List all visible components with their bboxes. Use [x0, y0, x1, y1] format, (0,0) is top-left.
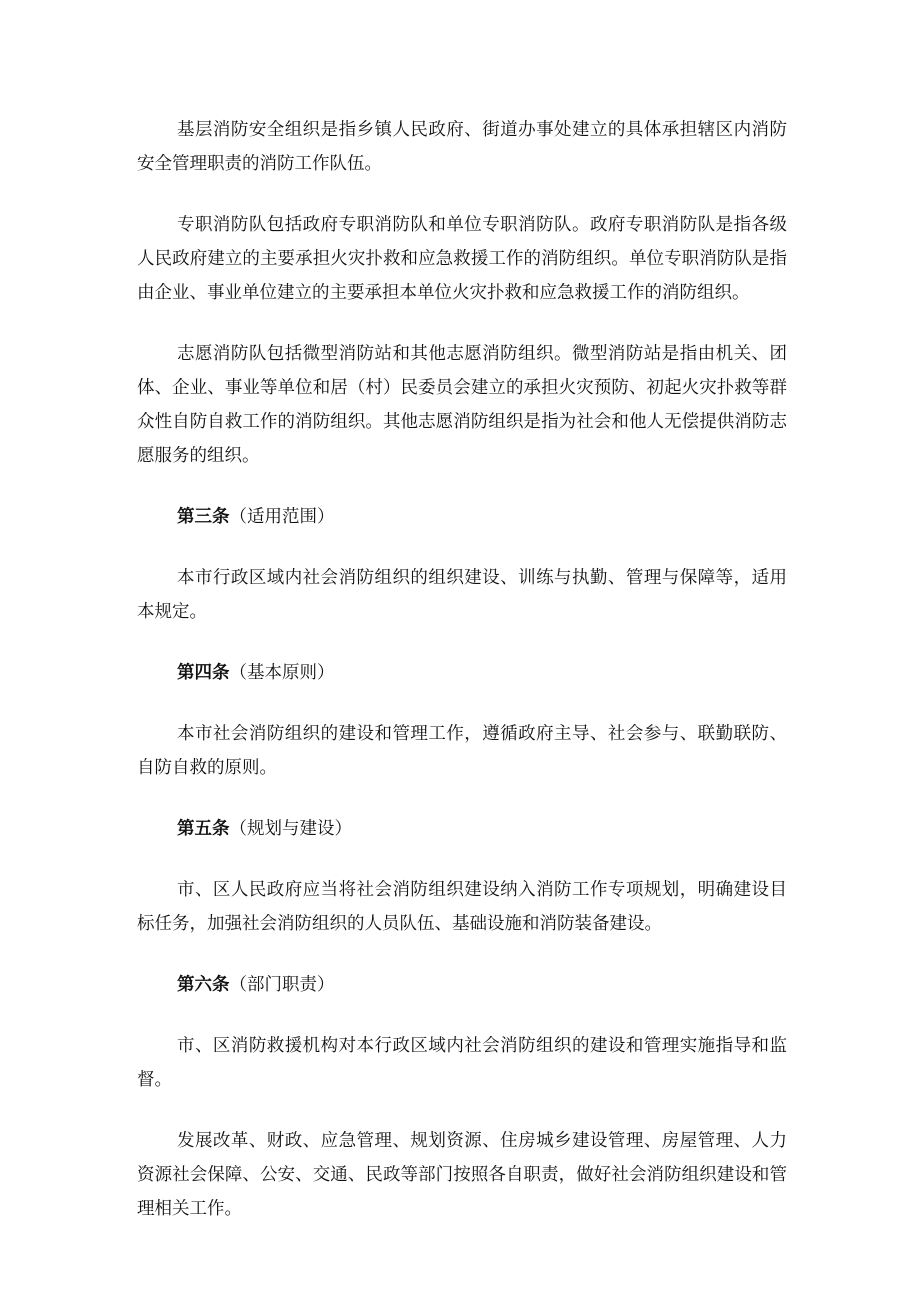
article-4-heading — [137, 656, 787, 690]
paragraph-grassroots-fire-safety: 基层消防安全组织是指乡镇人民政府、街道办事处建立的具体承担辖区内消防安全管理职责的消防工作队伍。 — [137, 120, 787, 174]
article-5-body: 市、区人民政府应当将社会消防组织建设纳入消防工作专项规划，明确建设目标任务，加强社会消防组织的人员队伍、基础设施和消防装备建设。 — [137, 880, 787, 934]
article-5-heading — [137, 812, 787, 846]
article-number: 第三条 — [177, 507, 230, 527]
article-number: 第六条 — [177, 975, 230, 995]
article-6-heading — [137, 968, 787, 1002]
article-title: （规划与建设） — [229, 819, 352, 839]
article-4-body: 本市社会消防组织的建设和管理工作，遵循政府主导、社会参与、联勤联防、自防自救的原则。 — [137, 724, 787, 778]
article-title: （适用范围） — [229, 507, 335, 527]
article-6-body-2: 发展改革、财政、应急管理、规划资源、住房城乡建设管理、房屋管理、人力资源社会保障、公安、交通、民政等部门按照各自职责，做好社会消防组织建设和管理相关工作。 — [137, 1131, 787, 1219]
article-number: 第四条 — [177, 663, 230, 683]
document-page — [137, 113, 787, 1253]
article-6-body-1: 市、区消防救援机构对本行政区域内社会消防组织的建设和管理实施指导和监督。 — [137, 1036, 787, 1090]
article-3-body: 本市行政区域内社会消防组织的组织建设、训练与执勤、管理与保障等，适用本规定。 — [137, 568, 787, 622]
article-title: （部门职责） — [229, 975, 335, 995]
paragraph-volunteer-fire-brigade: 志愿消防队包括微型消防站和其他志愿消防组织。微型消防站是指由机关、团体、企业、事业等单位和居（村）民委员会建立的承担火灾预防、初起火灾扑救等群众性自防自救工作的消防组织。其他志愿消防组织是指为社会和他人无偿提供消防志愿服务的组织。 — [137, 344, 787, 466]
article-3-heading — [137, 500, 787, 534]
article-title: （基本原则） — [229, 663, 335, 683]
article-number: 第五条 — [177, 819, 230, 839]
paragraph-full-time-fire-brigade: 专职消防队包括政府专职消防队和单位专职消防队。政府专职消防队是指各级人民政府建立的主要承担火灾扑救和应急救援工作的消防组织。单位专职消防队是指由企业、事业单位建立的主要承担本单位火灾扑救和应急救援工作的消防组织。 — [137, 215, 787, 303]
